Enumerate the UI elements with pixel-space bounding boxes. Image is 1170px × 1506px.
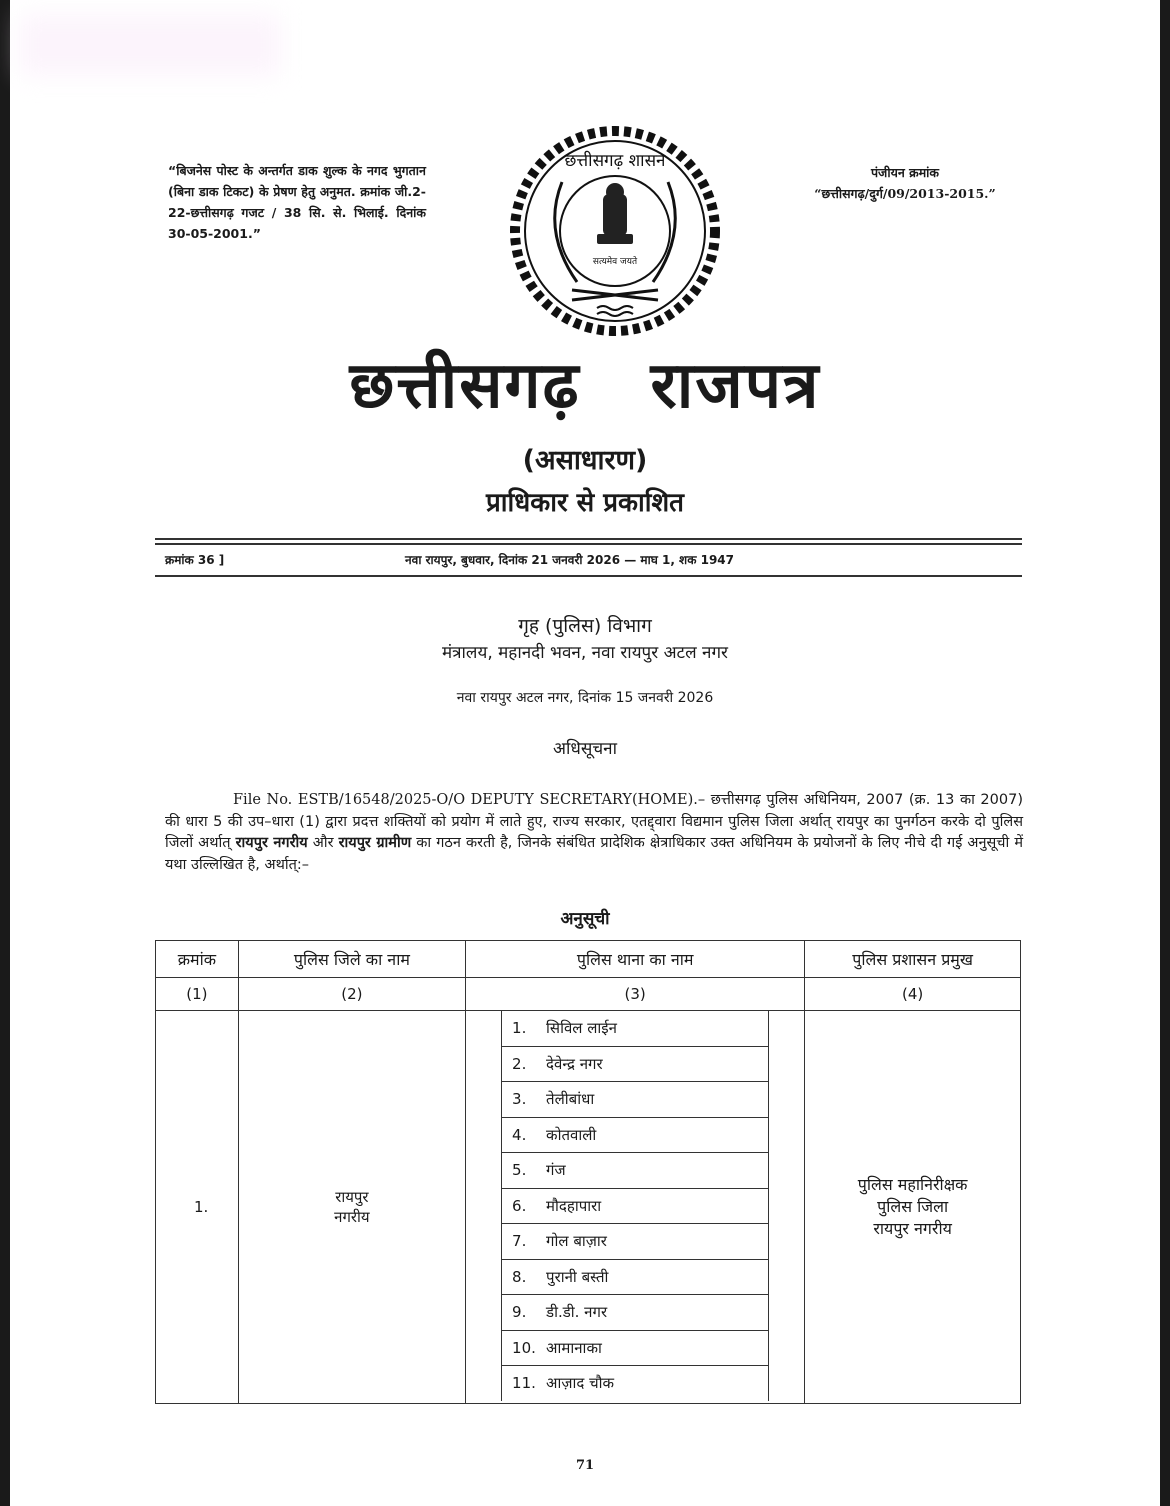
list-item (501, 1224, 769, 1260)
list-item (501, 1118, 769, 1154)
paper-stain (20, 15, 280, 75)
row-admin-head (805, 1011, 1021, 1404)
district-urban: रायपुर नगरीय (235, 835, 308, 851)
masthead-state: छत्तीसगढ़ (349, 349, 581, 423)
station-number: 3. (512, 1090, 527, 1108)
station-number: 5. (512, 1161, 527, 1179)
ministry-address: मंत्रालय, महानदी भवन, नवा रायपुर अटल नगर (441, 643, 729, 663)
emblem-ring-text: छत्तीसगढ़ शासन (564, 151, 666, 171)
admin-head-line: पुलिस महानिरीक्षक (857, 1175, 968, 1194)
station-name: आमानाका (546, 1338, 602, 1357)
station-name: डी.डी. नगर (546, 1303, 608, 1321)
station-number: 6. (512, 1196, 527, 1215)
list-item (501, 1331, 769, 1367)
table-row (156, 1011, 1021, 1404)
admin-head-line: रायपुर नगरीय (873, 1219, 952, 1238)
list-item (501, 1260, 769, 1296)
col-number: (3) (466, 978, 805, 1011)
list-item (501, 1011, 769, 1047)
station-number: 9. (512, 1303, 527, 1321)
col-header-serial: क्रमांक (156, 941, 239, 978)
header-rule-bottom (155, 575, 1022, 577)
row-serial: 1. (156, 1011, 239, 1404)
station-name: कोतवाली (546, 1125, 597, 1144)
header-rule-top (155, 538, 1022, 540)
registration-number: “छत्तीसगढ़/दुर्ग/09/2013-2015.” (814, 186, 996, 201)
list-item (501, 1153, 769, 1189)
table-header-row (156, 941, 1021, 978)
body-text: छत्तीसगढ़ पुलिस अधिनियम, 2007 (क्र. 13 का 2007) की धारा 5 की उप–धारा (1) द्वारा प्रदत्त शक्तियों को प्रयोग में लाते हुए, राज्य सरकार, एतद्द्वारा विद्यमान पुलिस जिला अर्थात् रायपुर का पुनर्गठन करके दो पुलिस जिलों अर्थात् (165, 792, 1023, 851)
station-number: 1. (512, 1019, 527, 1037)
station-name: मौदहापारा (546, 1196, 602, 1215)
notice-place-date: नवा रायपुर अटल नगर, दिनांक 15 जनवरी 2026 (456, 690, 714, 706)
file-number: File No. ESTB/16548/2025-O/O DEPUTY SECRETARY(HOME).– (233, 792, 706, 808)
state-emblem-icon (502, 122, 728, 340)
district-name-line: रायपुर (335, 1188, 369, 1206)
schedule-table (155, 940, 1021, 1404)
edition-label: (असाधारण) (522, 445, 648, 476)
notification-title: अधिसूचना (553, 739, 617, 759)
table-column-number-row (156, 978, 1021, 1011)
station-name: गोल बाज़ार (546, 1232, 607, 1250)
col-number: (2) (238, 978, 465, 1011)
station-name: देवेन्द्र नगर (546, 1054, 603, 1073)
station-number: 10. (512, 1338, 536, 1357)
registration-block (780, 162, 1030, 204)
notification-body (165, 790, 1023, 876)
station-name: तेलीबांधा (546, 1090, 595, 1108)
list-item (501, 1189, 769, 1225)
station-number: 11. (512, 1374, 536, 1392)
district-name-line: नगरीय (334, 1208, 370, 1226)
station-number: 8. (512, 1267, 527, 1286)
registration-label: पंजीयन क्रमांक (870, 165, 940, 180)
station-number: 4. (512, 1125, 527, 1144)
body-text: का गठन करती है, जिनके संबंधित प्रादेशिक क्षेत्राधिकार उक्त अधिनियम के प्रयोजनों के लिए नीचे दी गई अनुसूची में यथा उल्लिखित है, अर्थात्:– (165, 835, 1024, 873)
col-header-head: पुलिस प्रशासन प्रमुख (805, 941, 1021, 978)
row-stations (466, 1011, 805, 1404)
postal-permit-note: “बिजनेस पोस्ट के अन्तर्गत डाक शुल्क के नगद भुगतान (बिना डाक टिकट) के प्रेषण हेतु अनुमत. क्रमांक जी.2-22-छत्तीसगढ़ गजट / 38 सि. से. भिलाई. दिनांक 30-05-2001.” (168, 163, 426, 241)
header-rule-top-2 (155, 543, 1022, 545)
station-name: गंज (546, 1161, 566, 1179)
schedule-title: अनुसूची (560, 909, 610, 929)
body-text: और (307, 835, 339, 851)
col-number: (1) (156, 978, 239, 1011)
issue-dateline: नवा रायपुर, बुधवार, दिनांक 21 जनवरी 2026 — माघ 1, शक 1947 (405, 553, 735, 567)
masthead-gazette: राजपत्र (650, 349, 821, 423)
department-title: गृह (पुलिस) विभाग (518, 615, 652, 637)
list-item (501, 1366, 769, 1401)
station-name: आज़ाद चौक (546, 1374, 615, 1392)
district-rural: रायपुर ग्रामीण (338, 835, 412, 851)
gazette-masthead (10, 342, 1160, 430)
station-number: 7. (512, 1232, 527, 1250)
page-number: 71 (575, 1458, 595, 1473)
list-item (501, 1047, 769, 1083)
station-name: पुरानी बस्ती (546, 1267, 609, 1286)
admin-head-line: पुलिस जिला (877, 1197, 949, 1216)
col-header-district: पुलिस जिले का नाम (238, 941, 465, 978)
station-list (466, 1011, 804, 1401)
published-by-label: प्राधिकार से प्रकाशित (486, 488, 684, 518)
station-name: सिविल लाईन (546, 1019, 617, 1037)
issue-number: क्रमांक 36 ] (165, 553, 225, 567)
list-item (501, 1295, 769, 1331)
row-district (238, 1011, 465, 1404)
emblem-motto: सत्यमेव जयते (592, 257, 638, 267)
col-header-station: पुलिस थाना का नाम (466, 941, 805, 978)
list-item (501, 1082, 769, 1118)
station-number: 2. (512, 1054, 527, 1073)
col-number: (4) (805, 978, 1021, 1011)
gazette-page (10, 0, 1160, 1506)
